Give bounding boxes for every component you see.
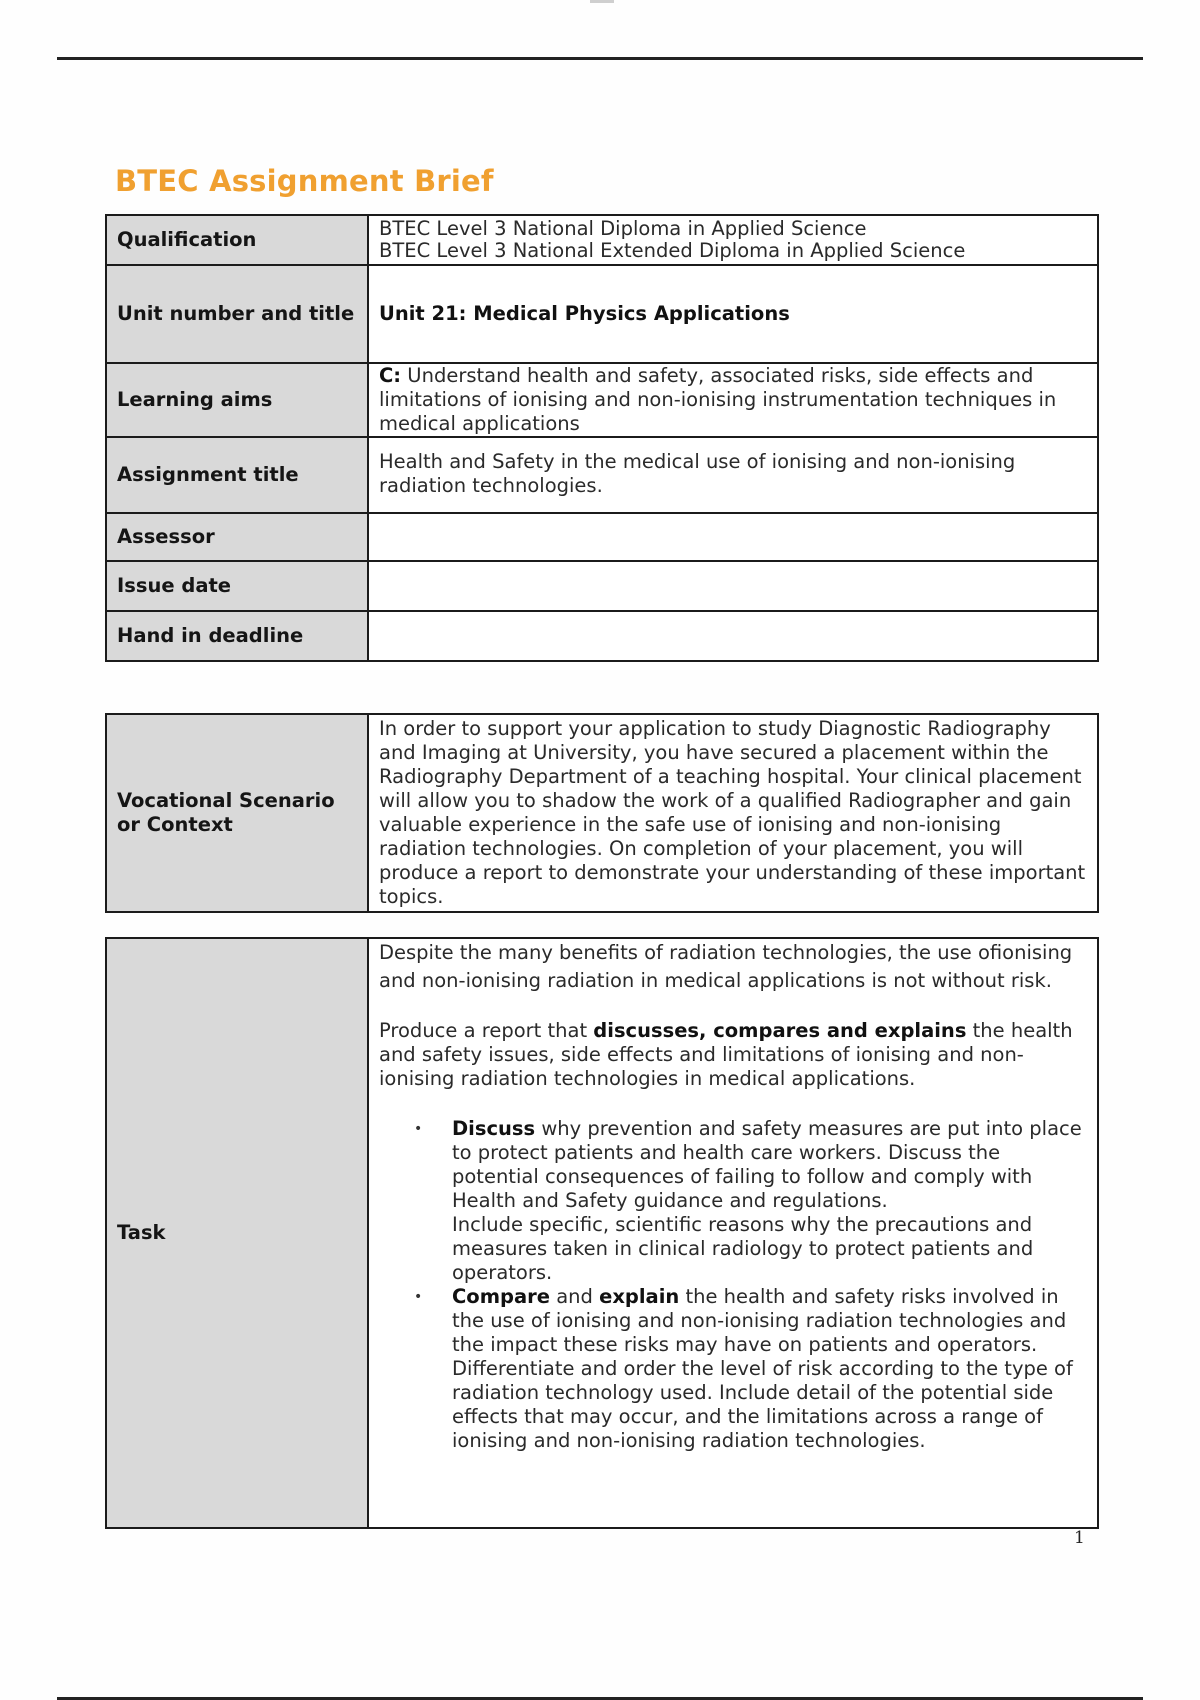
row-assignment-title xyxy=(106,437,1098,513)
task-content xyxy=(368,938,1098,1528)
qualification-line-2: BTEC Level 3 National Extended Diploma in Applied Science xyxy=(379,239,966,262)
assessor-label: Assessor xyxy=(106,513,368,561)
bullet-connector: and xyxy=(550,1285,600,1308)
issue-date-label: Issue date xyxy=(106,561,368,611)
learning-aims-value xyxy=(368,363,1098,437)
task-produce-end: the health and safety issues, side effects and limitations of ionising and non-ionising radiation technologies in medical applications. xyxy=(379,1019,1073,1090)
task-intro: Despite the many benefits of radiation technologies, the use ofionising and non-ionising radiation in medical applications is not without risk. xyxy=(379,941,1073,992)
unit-value xyxy=(368,265,1098,363)
assessor-value xyxy=(368,513,1098,561)
unit-label: Unit number and title xyxy=(106,265,368,363)
deadline-value xyxy=(368,611,1098,661)
task-produce-verbs: discusses, compares and explains xyxy=(593,1019,967,1042)
task-label: Task xyxy=(106,938,368,1528)
scenario-text: In order to support your application to study Diagnostic Radiography and Imaging at University, you have secured a placement within the Radiography Department of a teaching hospital. Your clinical placement will allow you to shadow the work of a qualified Radiographer and gain valuable experience in the safe use of ionising and non-ionising radiation technologies. On completion of your placement, you will produce a report to demonstrate your understanding of these important topics. xyxy=(368,714,1098,912)
bullet-verb-explain: explain xyxy=(599,1285,680,1308)
row-assessor xyxy=(106,513,1098,561)
row-qualification xyxy=(106,215,1098,265)
page-top-marker xyxy=(590,0,614,3)
deadline-label: Hand in deadline xyxy=(106,611,368,661)
row-task xyxy=(106,938,1098,1528)
learning-aims-label: Learning aims xyxy=(106,363,368,437)
assignment-title-value: Health and Safety in the medical use of ionising and non-ionising radiation technologies. xyxy=(368,437,1098,513)
bullet-icon: • xyxy=(414,1289,423,1305)
task-produce-start: Produce a report that xyxy=(379,1019,594,1042)
task-bullet-discuss xyxy=(414,1117,1087,1285)
task-table xyxy=(105,937,1099,1529)
bullet-icon: • xyxy=(414,1121,423,1137)
scenario-table xyxy=(105,713,1099,913)
row-scenario xyxy=(106,714,1098,912)
task-bullet-list xyxy=(379,1117,1087,1453)
unit-title: Unit 21: Medical Physics Applications xyxy=(379,302,790,325)
task-bullet-compare xyxy=(414,1285,1087,1453)
scenario-label: Vocational Scenario or Context xyxy=(106,714,368,912)
qualification-value xyxy=(368,215,1098,265)
page-number: 1 xyxy=(1074,1528,1085,1548)
header-rule xyxy=(57,57,1143,60)
qualification-line-1: BTEC Level 3 National Diploma in Applied Science xyxy=(379,217,867,240)
assignment-title-label: Assignment title xyxy=(106,437,368,513)
task-produce xyxy=(379,1019,1087,1091)
bullet-verb-discuss: Discuss xyxy=(452,1117,536,1140)
document-title: BTEC Assignment Brief xyxy=(115,164,494,198)
issue-date-value xyxy=(368,561,1098,611)
row-learning-aims xyxy=(106,363,1098,437)
row-issue-date xyxy=(106,561,1098,611)
qualification-label: Qualification xyxy=(106,215,368,265)
bullet-text: the health and safety risks involved in the use of ionising and non-ionising radiation technologies and the impact these risks may have on patients and operators. Differentiate and order the level of risk according to the type of radiation technology used. Include detail of the potential side effects that may occur, and the limitations across a range of ionising and non-ionising radiation technologies. xyxy=(452,1285,1073,1452)
learning-aim-text: Understand health and safety, associated risks, side effects and limitations of ionising and non-ionising instrumentation techniques in medical applications xyxy=(379,364,1057,435)
row-hand-in-deadline xyxy=(106,611,1098,661)
assignment-details-table xyxy=(105,214,1099,662)
bullet-text: why prevention and safety measures are put into place to protect patients and health care workers. Discuss the potential consequences of failing to follow and comply with Health and Safety guidance and regulations. xyxy=(452,1117,1082,1212)
bullet-verb-compare: Compare xyxy=(452,1285,550,1308)
learning-aim-code: C: xyxy=(379,364,402,387)
bullet-text-extra: Include specific, scientific reasons why the precautions and measures taken in clinical radiology to protect patients and operators. xyxy=(452,1213,1034,1284)
row-unit xyxy=(106,265,1098,363)
